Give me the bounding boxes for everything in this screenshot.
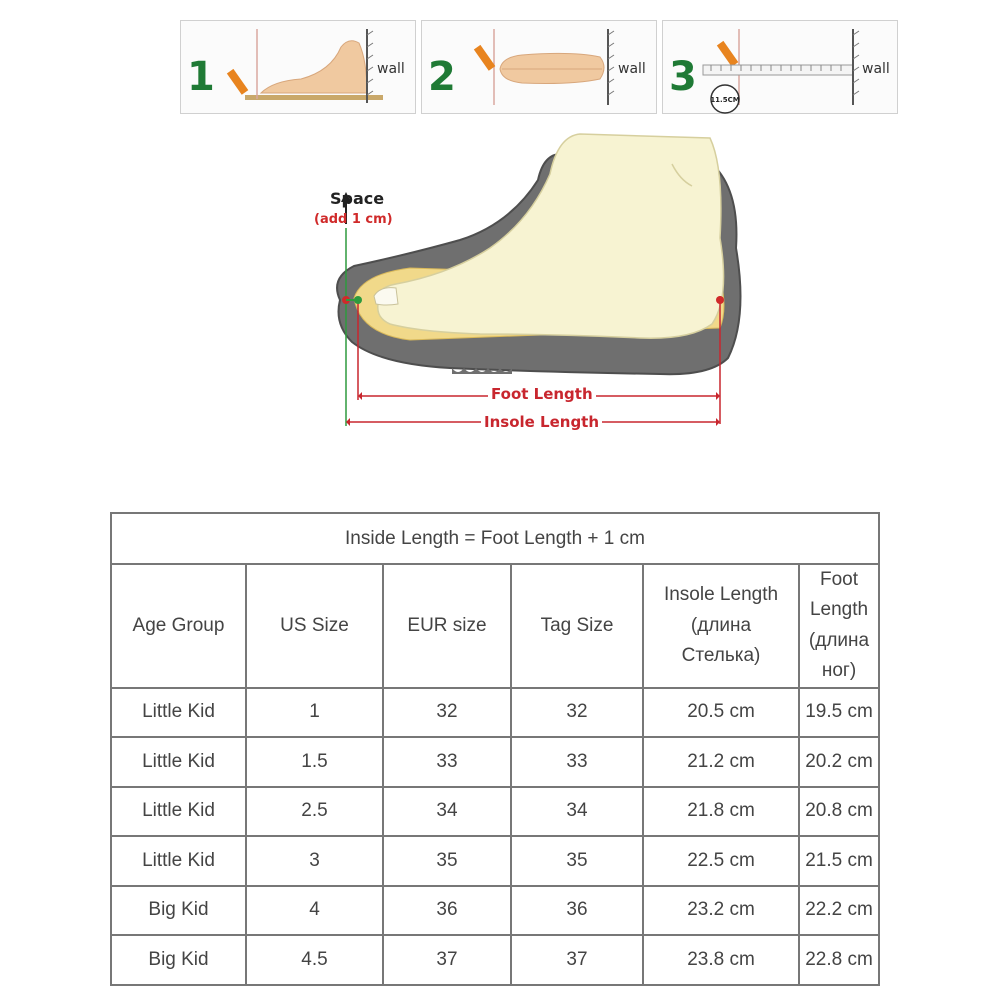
cell-tag: 37 bbox=[511, 935, 643, 985]
header-foot-length bbox=[799, 564, 879, 688]
cell-insole: 20.5 cm bbox=[643, 688, 799, 738]
table-row bbox=[111, 787, 879, 837]
cell-age: Big Kid bbox=[111, 886, 246, 936]
formula-cell: Inside Length = Foot Length + 1 cm bbox=[111, 513, 879, 564]
space-label: Space bbox=[330, 189, 385, 208]
cell-eur: 33 bbox=[383, 737, 511, 787]
cell-foot: 20.8 cm bbox=[799, 787, 879, 837]
cell-age: Big Kid bbox=[111, 935, 246, 985]
cell-foot: 22.8 cm bbox=[799, 935, 879, 985]
cell-insole: 23.2 cm bbox=[643, 886, 799, 936]
table-row bbox=[111, 688, 879, 738]
cell-age: Little Kid bbox=[111, 836, 246, 886]
insole-length-label: Insole Length bbox=[481, 413, 602, 431]
header-tag-size: Tag Size bbox=[511, 564, 643, 688]
step-1-wall-label: wall bbox=[377, 61, 405, 77]
cell-eur: 36 bbox=[383, 886, 511, 936]
step-2-number: 2 bbox=[428, 54, 456, 100]
step-2-wall-label: wall bbox=[618, 61, 646, 77]
step-3-panel bbox=[662, 20, 898, 114]
cell-us: 1 bbox=[246, 688, 383, 738]
cell-us: 4 bbox=[246, 886, 383, 936]
table-row bbox=[111, 886, 879, 936]
cell-tag: 34 bbox=[511, 787, 643, 837]
foot-length-label: Foot Length bbox=[488, 385, 596, 403]
cell-us: 2.5 bbox=[246, 787, 383, 837]
ruler-reading-badge: 11.5CM bbox=[710, 96, 740, 104]
cell-foot: 22.2 cm bbox=[799, 886, 879, 936]
cell-insole: 22.5 cm bbox=[643, 836, 799, 886]
header-insole-line-2: (длина bbox=[690, 614, 752, 636]
header-insole-line-1: Insole Length bbox=[663, 584, 779, 606]
header-foot-line-1: Foot Length bbox=[809, 569, 869, 621]
cell-foot: 20.2 cm bbox=[799, 737, 879, 787]
header-eur-size: EUR size bbox=[383, 564, 511, 688]
step-1-number: 1 bbox=[187, 54, 215, 100]
size-chart-table bbox=[110, 512, 880, 986]
cell-tag: 33 bbox=[511, 737, 643, 787]
cell-tag: 36 bbox=[511, 886, 643, 936]
cell-insole: 23.8 cm bbox=[643, 935, 799, 985]
shoe-illustration bbox=[300, 128, 900, 438]
cell-us: 4.5 bbox=[246, 935, 383, 985]
step-3-number: 3 bbox=[669, 54, 697, 100]
cell-tag: 35 bbox=[511, 836, 643, 886]
cell-insole: 21.8 cm bbox=[643, 787, 799, 837]
cell-eur: 32 bbox=[383, 688, 511, 738]
measuring-steps bbox=[180, 20, 898, 115]
cell-age: Little Kid bbox=[111, 787, 246, 837]
cell-insole: 21.2 cm bbox=[643, 737, 799, 787]
cell-tag: 32 bbox=[511, 688, 643, 738]
cell-foot: 19.5 cm bbox=[799, 688, 879, 738]
header-age-group: Age Group bbox=[111, 564, 246, 688]
header-insole-line-3: Стелька) bbox=[681, 644, 761, 666]
header-us-size: US Size bbox=[246, 564, 383, 688]
header-row bbox=[111, 564, 879, 688]
formula-row bbox=[111, 513, 879, 564]
shoe-measurement-diagram bbox=[300, 128, 900, 438]
step-3-wall-label: wall bbox=[862, 61, 890, 77]
table-row bbox=[111, 737, 879, 787]
header-foot-line-2: (длина ног) bbox=[808, 629, 870, 682]
space-note: (add 1 cm) bbox=[314, 212, 393, 227]
cell-age: Little Kid bbox=[111, 737, 246, 787]
step-2-panel bbox=[421, 20, 657, 114]
header-insole-length bbox=[643, 564, 799, 688]
cell-eur: 35 bbox=[383, 836, 511, 886]
table-row bbox=[111, 836, 879, 886]
cell-eur: 37 bbox=[383, 935, 511, 985]
cell-age: Little Kid bbox=[111, 688, 246, 738]
cell-eur: 34 bbox=[383, 787, 511, 837]
step-1-panel bbox=[180, 20, 416, 114]
cell-us: 1.5 bbox=[246, 737, 383, 787]
cell-foot: 21.5 cm bbox=[799, 836, 879, 886]
table-row bbox=[111, 935, 879, 985]
cell-us: 3 bbox=[246, 836, 383, 886]
